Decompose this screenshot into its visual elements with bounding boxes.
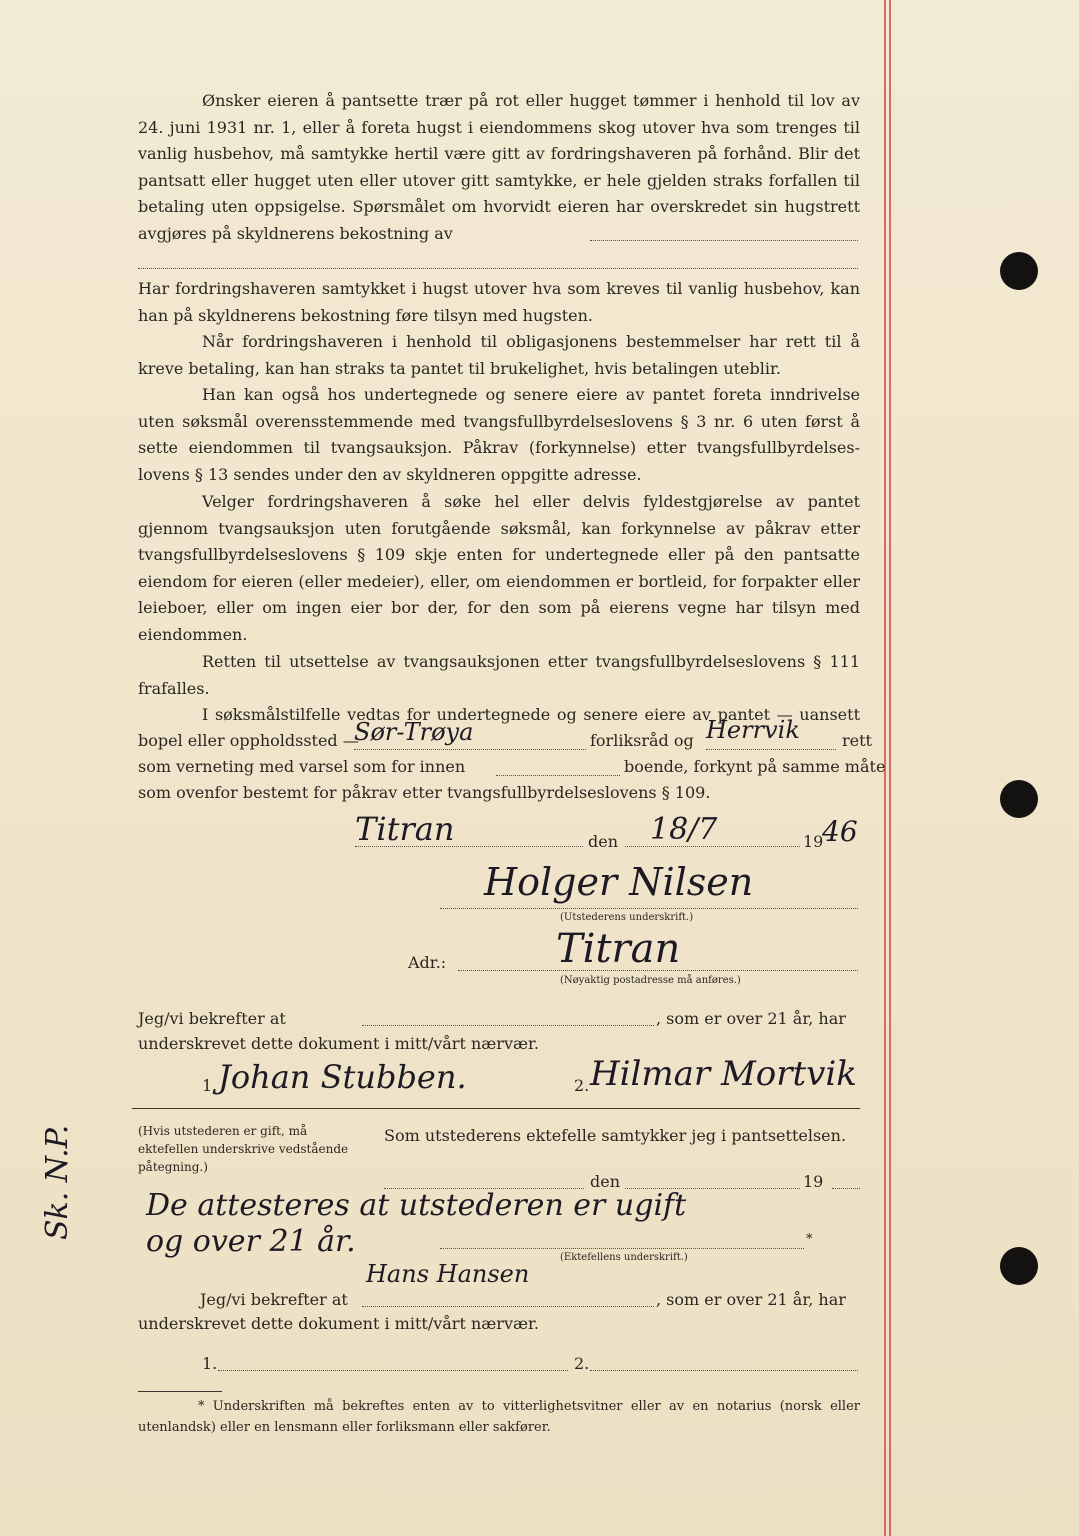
spouse-note: (Hvis utstederen er gift, må ektefellen underskrive vedstående påtegning.) [138,1124,349,1174]
handwritten-place: Titran [355,810,455,848]
address-note: (Nøyaktig postadresse må anføres.) [560,975,741,986]
confirm2-text-b: , som er over 21 år, har [656,1290,846,1309]
footnote: * Underskriften må bekreftes enten av to vitterlighetsvitner eller av en notarius (norsk eller utenlandsk) eller en lensmann eller forliksmann eller sakfører. [138,1399,860,1435]
margin-rule-right [889,0,891,1536]
paragraph-inndrivelse: Han kan også hos undertegnede og senere eiere av pantet foreta inndrivelse uten søksmål overensstemmende med tvangsfullbyrdelseslovens § 3 nr. 6 uten først å sette eiendommen til tvangsauksjon. Påkrav (forkynnelse) etter tvangsfullbyrdelses- lovens § 13 sendes under den av skyldneren oppgitte adresse. [138,385,860,484]
witness2-signature: Hilmar Mortvik [590,1054,857,1094]
soksmal-line2-c: rett [842,731,872,750]
witness2-number: 2. [574,1076,590,1095]
punch-hole-bottom [1000,1247,1038,1285]
paragraph-brukelighet: Når fordringshaveren i henhold til obligasjonens bestemmelser har rett til å kreve betaling, kan han straks ta pantet til brukelighet, hvis betalingen uteblir. [138,332,860,378]
year-prefix: 19 [803,832,824,851]
confirm1-text-c: underskrevet dette dokument i mitt/vårt nærvær. [138,1034,540,1053]
paragraph-hugst: Ønsker eieren å pantsette trær på rot eller hugget tømmer i henhold til lov av 24. juni 1931 nr. 1, eller å foreta hugst i eiendommens skog utover hva som trenges til vanlig husbehov, må samtykke hertil være gitt av fordringshaveren på forhånd. Blir det pantsatt eller hugget uten eller utover gitt samtykke, er hele gjelden straks forfallen til betaling uten oppsigelse. Spørsmålet om hvorvidt eieren har overskredet sin hugstrett avgjøres på skyldnerens bekostning av [138,91,860,243]
section-divider [132,1108,860,1109]
fill-line-hugst [590,240,858,241]
paragraph-tvangsauksjon: Velger fordringshaveren å søke hel eller delvis fyldestgjørelse av pantet gjennom tvangsauksjon uten forutgående søksmål, kan forkynnelse av påkrav etter tvangsfullbyrdelseslovens § 109 skje enten for undertegnede eller på den pantsatte eiendom for eieren (eller medeier), eller, om eiendommen er bortleid, for forpakter eller leieboer, eller om ingen eier bor der, for den som på eierens vegne har tilsyn med eiendommen. [138,492,860,644]
handwritten-declaration-line2: og over 21 år. [146,1224,356,1259]
paragraph-tilsyn: Har fordringshaveren samtykket i hugst utover hva som kreves til vanlig husbehov, kan han på skyldnerens bekostning føre tilsyn med hugsten. [138,279,860,325]
asterisk-mark: * [806,1232,813,1247]
handwritten-forliksrad: Sør-Trøya [354,718,474,746]
confirm1-text-a: Jeg/vi bekrefter at [138,1009,286,1028]
handwritten-rett: Herrvik [706,716,800,744]
punch-hole-top [1000,252,1038,290]
soksmal-line2-b: forliksråd og [590,731,694,750]
address-label: Adr.: [408,953,447,972]
confirm2-text-c: underskrevet dette dokument i mitt/vårt nærvær. [138,1314,540,1333]
margin-initials: Sk. N.P. [40,1124,75,1240]
soksmal-line3-a: som verneting med varsel som for innen [138,757,466,776]
spouse-consent-text: Som utstederens ektefelle samtykker jeg i pantsettelsen. [384,1126,847,1145]
paragraph-soksmal-line1: I søksmålstilfelle vedtas for undertegnede og senere eiere av pantet — uansett [202,705,860,724]
soksmal-line2-a: bopel eller oppholdssted — [138,731,359,750]
issuer-signature-label: (Utstederens underskrift.) [560,912,694,923]
witness1-number: 1. [202,1076,218,1095]
witness4-number: 2. [574,1354,590,1373]
witness1-signature: Johan Stubben. [218,1058,467,1096]
footnote-rule [138,1391,222,1392]
handwritten-declaration-line1: De attesteres at utstederen er ugift [146,1188,687,1223]
spouse-signature-label: (Ektefellens underskrift.) [560,1252,688,1263]
handwritten-year: 46 [822,815,858,848]
handwritten-confirm-name: Hans Hansen [366,1260,530,1288]
punch-hole-middle [1000,780,1038,818]
issuer-signature: Holger Nilsen [484,860,754,904]
paragraph-utsettelse: Retten til utsettelse av tvangsauksjonen etter tvangsfullbyrdelseslovens § 111 frafalles. [138,652,860,698]
confirm2-text-a: Jeg/vi bekrefter at [200,1290,348,1309]
soksmal-line4: som ovenfor bestemt for påkrav etter tvangsfullbyrdelseslovens § 109. [138,783,711,802]
fill-line-hugst-2 [138,268,858,269]
witness3-number: 1. [202,1354,218,1373]
confirm1-text-b: , som er over 21 år, har [656,1009,846,1028]
spouse-year-prefix: 19 [803,1172,824,1191]
handwritten-date: 18/7 [650,812,718,847]
handwritten-address: Titran [556,926,681,972]
spouse-date-den: den [590,1172,621,1191]
soksmal-line3-b: boende, forkynt på samme måte [624,757,886,776]
date-den-label: den [588,832,619,851]
